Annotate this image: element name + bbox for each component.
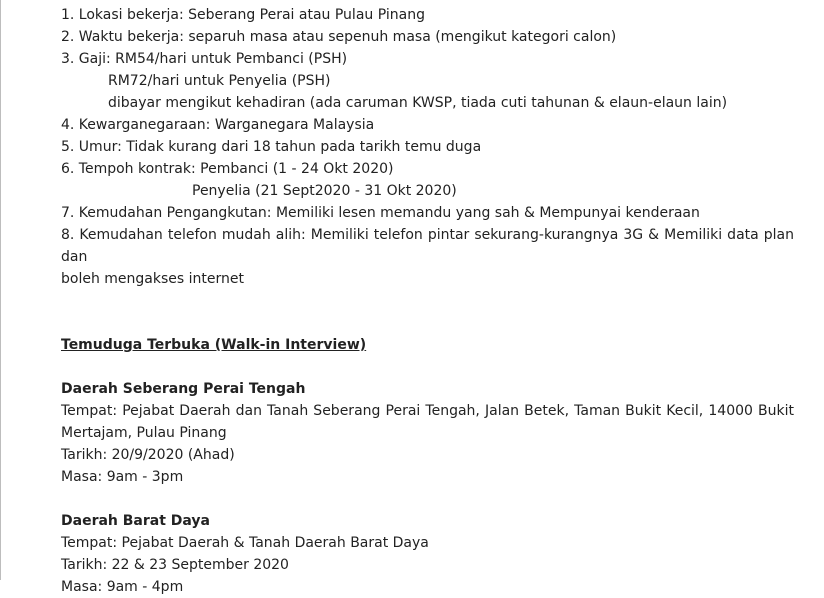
requirement-salary: 3. Gaji: RM54/hari untuk Pembanci (PSH): [61, 51, 348, 67]
district-spt-date: Tarikh: 20/9/2020 (Ahad): [61, 447, 235, 463]
requirement-salary-supervisor: RM72/hari untuk Penyelia (PSH): [108, 73, 331, 89]
district-bd-venue: Tempat: Pejabat Daerah & Tanah Daerah Barat Daya: [61, 535, 429, 551]
district-spt-venue-line1: Tempat: Pejabat Daerah dan Tanah Seberang Perai Tengah, Jalan Betek, Taman Bukit Kecil, 14000 Bukit: [61, 403, 794, 419]
article-content: [61, 4, 794, 598]
requirement-age: 5. Umur: Tidak kurang dari 18 tahun pada tarikh temu duga: [61, 139, 482, 155]
district-bd-time: Masa: 9am - 4pm: [61, 579, 184, 595]
spacer: [61, 290, 794, 334]
spacer: [61, 488, 794, 510]
requirement-salary-note: dibayar mengikut kehadiran (ada caruman KWSP, tiada cuti tahunan & elaun-elaun lain): [108, 95, 728, 111]
district-spt-time: Masa: 9am - 3pm: [61, 469, 184, 485]
spacer: [61, 356, 794, 378]
requirement-contract-period: 6. Tempoh kontrak: Pembanci (1 - 24 Okt 2020): [61, 161, 394, 177]
requirement-phone-line1: 8. Kemudahan telefon mudah alih: Memiliki telefon pintar sekurang-kurangnya 3G & Memiliki data plan dan: [61, 227, 794, 265]
requirement-location: 1. Lokasi bekerja: Seberang Perai atau Pulau Pinang: [61, 7, 425, 23]
requirement-work-hours: 2. Waktu bekerja: separuh masa atau sepenuh masa (mengikut kategori calon): [61, 29, 617, 45]
left-border-divider: [0, 0, 1, 580]
district-spt-title: Daerah Seberang Perai Tengah: [61, 381, 306, 397]
requirement-transport: 7. Kemudahan Pengangkutan: Memiliki lesen memandu yang sah & Mempunyai kenderaan: [61, 205, 700, 221]
requirement-citizenship: 4. Kewarganegaraan: Warganegara Malaysia: [61, 117, 375, 133]
district-bd-title: Daerah Barat Daya: [61, 513, 211, 529]
district-spt-venue-line2: Mertajam, Pulau Pinang: [61, 425, 227, 441]
district-bd-date: Tarikh: 22 & 23 September 2020: [61, 557, 289, 573]
requirement-phone-line2: boleh mengakses internet: [61, 271, 244, 287]
interview-heading: Temuduga Terbuka (Walk-in Interview): [61, 337, 367, 353]
requirement-contract-supervisor: Penyelia (21 Sept2020 - 31 Okt 2020): [192, 183, 457, 199]
